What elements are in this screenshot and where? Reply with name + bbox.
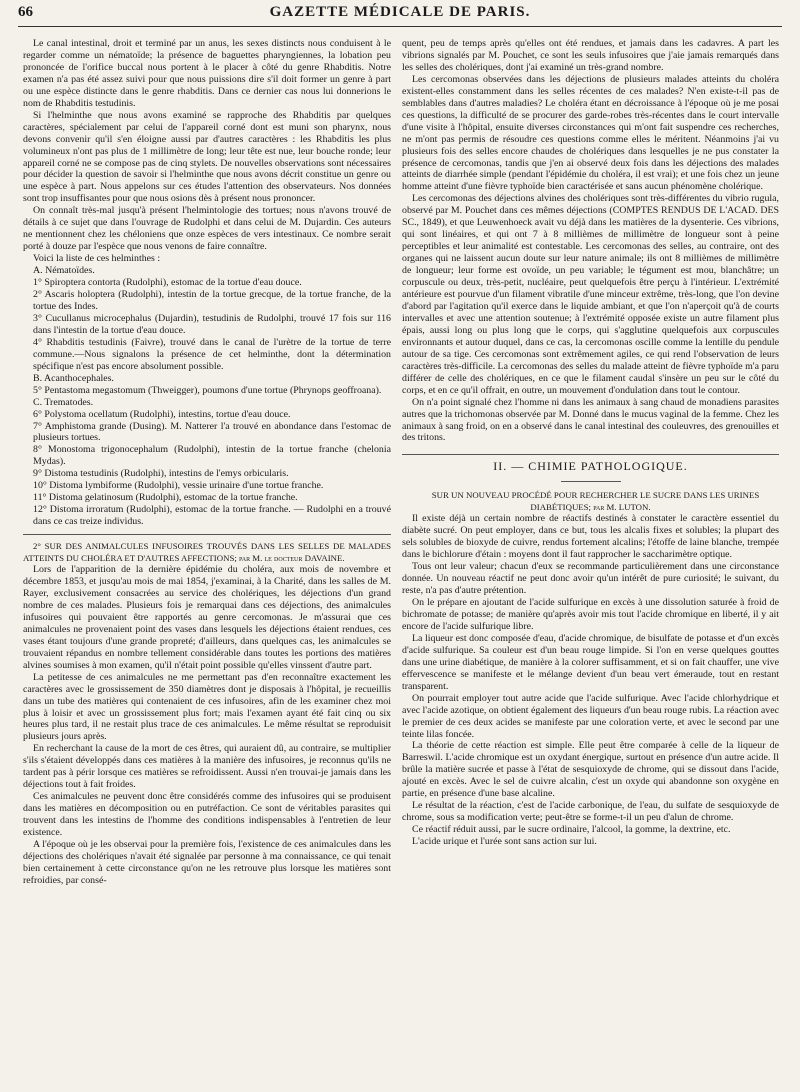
divider	[561, 481, 621, 482]
paragraph: Lors de l'apparition de la dernière épidémie du choléra, aux mois de novembre et décembre 1853, et jusqu'au mois de mai 1854, j'examinai, à la Charité, dans les salles de M. Rayer, exclusivement consacrées au service des cholériques, les déjections d'un grand nombre de ces malades. Plusieurs fois je remarquai dans ces déjections, des animalcules infusoires qui pouvaient être rapportés au genre cercomonas. Je m'assurai que ces animalcules ne provenaient point des vases dans lesquels les déjections étaient rendues, ces vases étant toujours d'une grande propreté; d'ailleurs, dans quelques cas, les animalcules se trouvaient répandus en nombre tellement considérable dans toutes les portions des matières alvines soumises à mon examen, qu'il n'était point possible qu'elles vinssent d'autre part.	[23, 564, 391, 671]
article-title: 2° SUR DES ANIMALCULES INFUSOIRES TROUVÉS DANS LES SELLES DE MALADES ATTEINTS DU CHOLÉRA ET D'AUTRES AFFECTIONS; par M. le docteur DAVAINE.	[23, 541, 391, 563]
paragraph: La liqueur est donc composée d'eau, d'acide chromique, de bisulfate de potasse et d'un excès d'acide sulfurique. Sa couleur est d'un beau rouge limpide. Si l'on en verse quelques gouttes dans une urine diabétique, de manière à la colorer suffisamment, et si on fait chauffer, une vive effervescence se manifeste et le mélange devient d'un beau vert émeraude, tout en restant transparent.	[402, 632, 779, 692]
paragraph: Il existe déjà un certain nombre de réactifs destinés à constater le caractère essentiel du diabète sucré. On peut employer, dans ce but, tous les alcalis fixes et solubles; la plupart des sels solubles de bioxyde de cuivre, rendus fortement alcalins; l'étoffe de laine blanche, trempée dans le bichlorure d'étain : moyens dont il faut rapprocher le saccharimètre optique.	[402, 513, 779, 561]
list-item: 1° Spiroptera contorta (Rudolphi), estomac de la tortue d'eau douce.	[33, 277, 302, 289]
list-item: 8° Monostoma trigonocephalum (Rudolphi), intestin de la tortue franche (chelonia Mydas).	[33, 444, 391, 468]
paragraph: Si l'helminthe que nous avons examiné se rapproche des Rhabditis par quelques caractères, spécialement par celui de l'appareil corné dont est muni son pharynx, nous devons convenir qu'il s'en éloigne aussi par d'autres caractères : les Rhabditis les plus volumineux n'ont pas plus de 1 millimètre de long; leur tête est nue, leur bouche ronde; leur appareil corné ne se compose pas de cinq stylets. De nouvelles observations sont nécessaires pour décider la question de savoir si l'helminthe que nous avons décrit constitue un genre ou une espèce à part. Nous appelons sur ces études l'attention des observateurs. Nos données sont trop insuffisantes pour que nous osions dès à présent nous prononcer.	[23, 109, 391, 205]
list-item: 11° Distoma gelatinosum (Rudolphi), estomac de la tortue franche.	[33, 492, 298, 504]
list-item: 3° Cucullanus microcephalus (Dujardin), testudinis de Rudolphi, trouvé 17 fois sur 116 dans l'intestin de la tortue d'eau douce.	[33, 312, 391, 336]
list-item: A. Nématoïdes.	[33, 265, 95, 277]
list-item: B. Acanthocephales.	[33, 372, 114, 384]
right-column	[402, 38, 779, 1086]
paragraph: On connaît très-mal jusqu'à présent l'helmintologie des tortues; nous n'avons trouvé de détails à ce sujet que dans l'ouvrage de Rudolphi et dans celui de M. Dujardin. Ces auteurs ne mentionnent chez les chéloniens que onze espèces de vers intestinaux. Ce nombre serait porté à douze par l'espèce que nous venons de faire connaître.	[23, 205, 391, 253]
paragraph: quent, peu de temps après qu'elles ont été rendues, et jamais dans les cadavres. A part les vibrions signalés par M. Pouchet, ce sont les seuls infusoires que j'aie jamais remarqués dans les selles des cholériques, dont j'ai examiné un très-grand nombre.	[402, 38, 779, 73]
list-item: C. Trematodes.	[33, 396, 94, 408]
divider	[23, 534, 391, 535]
list-item: 4° Rhabditis testudinis (Faivre), trouvé dans le canal de l'urètre de la tortue de terre commune.—Nous signalons la présence de cet helminthe, dont la détermination spécifique n'est pas encore absolument possible.	[33, 336, 391, 372]
left-column	[23, 38, 391, 1086]
paragraph: Les cercomonas observées dans les déjections de plusieurs malades atteints du choléra existent-elles constamment dans les selles récentes de ces malades? N'en existe-t-il pas de semblables dans d'autres maladies? Le choléra étant en décroissance à l'époque où je me posai ces questions, la difficulté de se procurer des garde-robes très-récentes dans le court intervalle d'une visite à l'hôpital, ensuite diverses circonstances qui m'ont fait suspendre ces recherches, ne m'ont pas permis de résoudre ces questions comme elles le méritent. Néanmoins j'ai vu plusieurs fois des selles encore chaudes de cholériques dans lesquelles je ne pus constater la présence de cercomonas, tandis que j'en ai observé deux fois dans les déjections des malades atteints de diarrhée simple (pendant l'épidémie du choléra, il est vrai); et une fois chez un jeune homme atteint d'une fièvre typhoïde bien caractérisée et sans aucun phénomène cholérique.	[402, 73, 779, 193]
paragraph: Le résultat de la réaction, c'est de l'acide carbonique, de l'eau, du sulfate de sesquioxyde de chrome, sous sa modification verte; peut-être se forme-t-il un peu d'alun de chrome.	[402, 800, 779, 824]
paragraph: Les cercomonas des déjections alvines des cholériques sont très-différentes du vibrio rugula, observé par M. Pouchet dans ces mêmes déjections (COMPTES RENDUS DE L'ACAD. DES SC., 1849), et que Leuwenhoeck avait vu déjà dans les matières de la dysenterie. Ces vibrions, qui sont linéaires, et qui ont 7 à 8 millièmes de millimètre de longueur sont à peine perceptibles et leur animalité est contestable. Les cercomonas des selles, au contraire, ont des organes qui ne laissent aucun doute sur leur nature animale; ils ont 8 millièmes de millimètre de longueur; leur forme est ovoïde, un peu variable; le tégument est mou, blanchâtre; un corpuscule ou deux, très-petit, nucléaire, peut quelquefois être perçu à l'intérieur. L'extrémité antérieure est pourvue d'un filament vibratile d'une minceur extrême, très-long, que l'on devine d'abord par l'agitation qu'il exerce dans le liquide ambiant, et que l'on n'aperçoit qu'à de courts intervalles et avec une attention soutenue; à l'extrémité opposée existe un autre filament plus épais, aussi long ou plus long que le corps, qui s'agglutine quelquefois aux corpuscules environnants et autour duquel, dans ce cas, la cercomonas oscille comme la lentille du pendule autour de sa tige. Ces cercomonas sont extrêmement agiles, ce qui rend l'observation de leurs caractères très-difficile. La cercomonas des selles du malade atteint de fièvre typhoïde m'a paru différer de celle des cholériques, en ce que le filament caudal s'insère un peu sur le côté du corps, et en ce qu'il offrait, en outre, un mouvement d'ondulation dans tout le contour.	[402, 193, 779, 396]
article-title: SUR UN NOUVEAU PROCÉDÉ POUR RECHERCHER LE SUCRE DANS LES URINES DIABÉTIQUES; par M. LUTON.	[431, 490, 760, 512]
journal-title: GAZETTE MÉDICALE DE PARIS.	[269, 4, 531, 20]
paragraph: On pourrait employer tout autre acide que l'acide sulfurique. Avec l'acide chlorhydrique et avec l'acide azotique, on obtient également des liqueurs d'un beau rouge rubis. La réaction avec le premier de ces deux acides se manifeste par une coloration verte, et avec le second par une teinte lilas foncée.	[402, 692, 779, 740]
page-header	[18, 4, 782, 27]
list-item: 5° Pentastoma megastomum (Thweigger), poumons d'une tortue (Phrynops geoffroana).	[33, 384, 382, 396]
list-item: 2° Ascaris holoptera (Rudolphi), intestin de la tortue grecque, de la tortue franche, de la tortue des Indes.	[33, 289, 391, 312]
paragraph: Ce réactif réduit aussi, par le sucre ordinaire, l'alcool, la gomme, la dextrine, etc.	[412, 824, 731, 836]
list-item: 12° Distoma irroratum (Rudolphi), estomac de la tortue franche. — Rudolphi en a trouvé dans ce cas treize individus.	[33, 504, 391, 528]
paragraph: En recherchant la cause de la mort de ces êtres, qui auraient dû, au contraire, se multiplier s'ils s'étaient développés dans ces matières à la manière des infusoires, je reconnus qu'ils ne tardent pas à périr lorsque ces matières se refroidissent. Aussi n'en trouvai-je jamais dans les déjections tout à fait froides.	[23, 743, 391, 791]
paragraph: Le canal intestinal, droit et terminé par un anus, les sexes distincts nous conduisent à le regarder comme un nématoïde; la présence de baguettes pharyngiennes, la lobation peu prononcée de l'orifice buccal nous portent à le placer à côté du genre Rhabditis. Notre examen n'a pas été assez suivi pour que nous puissions dire s'il doit former un genre à part ou une espèce distincte dans le genre rhabditis. Dans ce dernier cas nous lui donnerions le nom de Rhabditis testudinis.	[23, 38, 391, 109]
paragraph: Voici la liste de ces helminthes :	[33, 253, 161, 265]
paragraph: La théorie de cette réaction est simple. Elle peut être comparée à celle de la liqueur de Barreswil. L'acide chromique est un oxydant énergique, surtout en présence d'un autre acide. Il brûle la matière sucrée et passe à l'état de sesquioxyde de chrome, qui se dissout dans l'acide, ajouté en excès. Avec le sel de cuivre alcalin, c'est un oxyde qui abandonne son oxygène en partie, en présence d'une base alcaline.	[402, 740, 779, 800]
paragraph: L'acide urique et l'urée sont sans action sur lui.	[412, 836, 597, 848]
paragraph: Ces animalcules ne peuvent donc être considérés comme des infusoires qui se produisent dans les matières en décomposition ou en putréfaction. Ce sont de véritables parasites qui trouvent dans les intestins de l'homme des conditions indispensables à l'entretien de leur existence.	[23, 791, 391, 839]
section-title: II. — CHIMIE PATHOLOGIQUE.	[493, 459, 688, 474]
paragraph: Tous ont leur valeur; chacun d'eux se recommande particulièrement dans une circonstance donnée. Un nouveau réactif ne peut donc avoir qu'un intérêt de pure curiosité; le suivant, du reste, n'a pas d'autre prétention.	[402, 561, 779, 597]
list-item: 10° Distoma lymbiforme (Rudolphi), vessie urinaire d'une tortue franche.	[33, 480, 324, 492]
paragraph: La petitesse de ces animalcules ne me permettant pas d'en reconnaître exactement les caractères avec le grossissement de 350 diamètres dont je disposais à l'hôpital, je recueillis dans un tube des matières qui contenaient de ces infusoires, afin de les examiner chez moi plus à loisir et avec un grossissement plus fort; mais l'examen ayant été fait cinq ou six heures plus tard, il ne restait plus trace de ces animalcules. Le même résultat se reproduisit plusieurs jours après.	[23, 671, 391, 743]
list-item: 7° Amphistoma grande (Dusing). M. Natterer l'a trouvé en abondance dans l'estomac de plusieurs tortues.	[33, 420, 391, 444]
page-number: 66	[18, 4, 33, 20]
divider	[402, 454, 779, 455]
paragraph: On le prépare en ajoutant de l'acide sulfurique en excès à une dissolution saturée à froid de bichromate de potasse; de manière qu'après avoir mis tout l'acide chromique en liberté, il y ait encore de l'acide sulfurique libre.	[402, 597, 779, 632]
list-item: 6° Polystoma ocellatum (Rudolphi), intestins, tortue d'eau douce.	[33, 408, 291, 420]
list-item: 9° Distoma testudinis (Rudolphi), intestins de l'emys orbicularis.	[33, 468, 289, 480]
paragraph: A l'époque où je les observai pour la première fois, l'existence de ces animalcules dans les déjections des cholériques n'avait été signalée par personne à ma connaissance, ce qui tenait bien certainement à cette circonstance qu'on ne les retrouve plus lorsque les matières sont refroidies, par consé-	[23, 839, 391, 886]
paragraph: On n'a point signalé chez l'homme ni dans les animaux à sang chaud de monadiens parasites autres que la trichomonas observée par M. Donné dans le mucus vaginal de la femme. Chez les animaux à sang froid, on en a observé dans le canal intestinal des couleuvres, des grenouilles et des tritons.	[402, 396, 779, 444]
